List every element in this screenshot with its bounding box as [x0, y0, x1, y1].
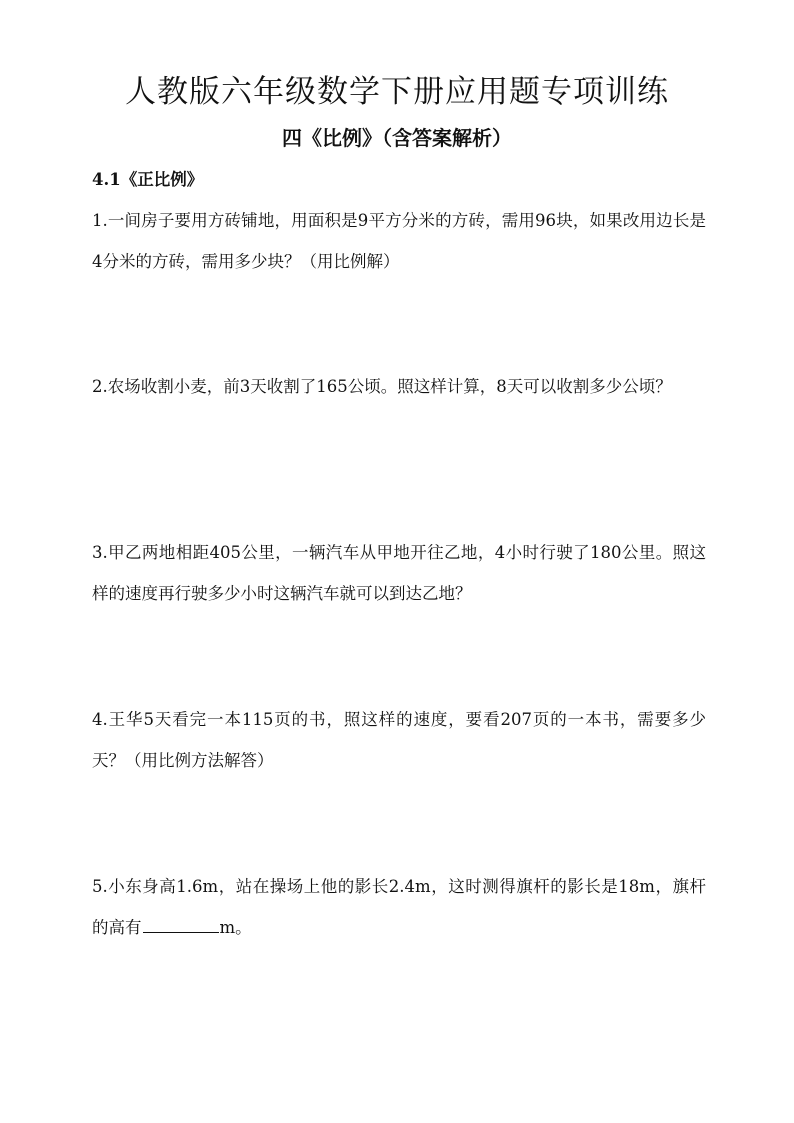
- question-1: 1.一间房子要用方砖铺地，用面积是9平方分米的方砖，需用96块，如果改用边长是4分米的方砖，需用多少块？（用比例解）: [92, 211, 706, 271]
- question-4: 4.王华5天看完一本115页的书，照这样的速度，要看207页的一本书，需要多少天？（用比例方法解答）: [92, 710, 706, 770]
- question-5: [92, 866, 706, 948]
- question-5-unit: m。: [219, 918, 252, 937]
- question-2: 2.农场收割小麦，前3天收割了165公顷。照这样计算，8天可以收割多少公顷？: [92, 377, 672, 396]
- question-3: 3.甲乙两地相距405公里，一辆汽车从甲地开往乙地，4小时行驶了180公里。照这样的速度再行驶多少小时这辆汽车就可以到达乙地？: [92, 543, 706, 603]
- answer-blank[interactable]: [143, 916, 219, 933]
- section-heading: 4.1《正比例》: [92, 170, 204, 189]
- question-5-text: 5.小东身高1.6m，站在操场上他的影长2.4m，这时测得旗杆的影长是18m，旗杆的高有: [92, 877, 706, 937]
- document-subtitle: 四《比例》（含答案解析）: [282, 126, 512, 150]
- document-title: 人教版六年级数学下册应用题专项训练: [125, 74, 669, 110]
